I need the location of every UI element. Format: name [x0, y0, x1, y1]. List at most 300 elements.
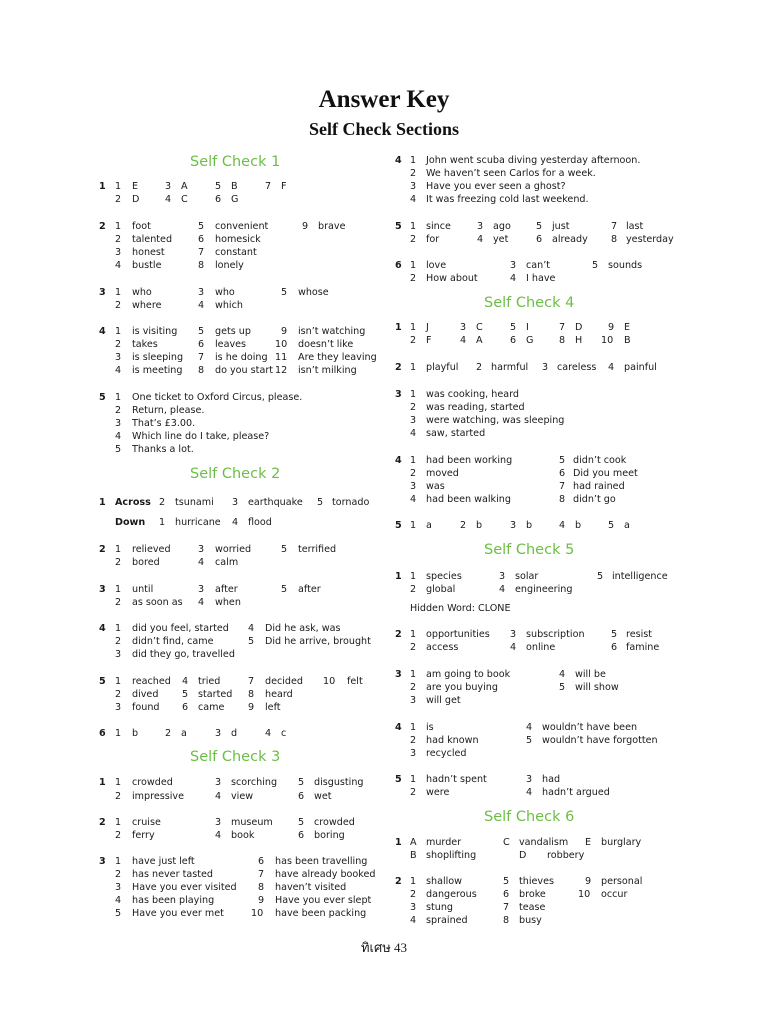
item-number: 6 [258, 856, 265, 867]
answer: heard [265, 689, 293, 700]
item-number: 4 [198, 597, 205, 608]
item-number: 8 [611, 234, 618, 245]
question-number: 3 [395, 669, 402, 680]
crossword-label: Across [115, 497, 151, 508]
item-number: 8 [503, 915, 510, 926]
answer: b [132, 728, 139, 739]
item-number: 1 [115, 181, 122, 192]
answer: isn’t watching [298, 326, 366, 337]
page-number: ทิเศษ 43 [360, 940, 408, 955]
item-number: 4 [410, 194, 417, 205]
answer: brave [318, 221, 346, 232]
item-number: 5 [559, 682, 566, 693]
item-number: 4 [115, 260, 122, 271]
item-number: 3 [215, 777, 222, 788]
answer: was [426, 481, 445, 492]
item-number: 3 [198, 544, 205, 555]
answer: F [426, 335, 432, 346]
item-number: 3 [115, 352, 122, 363]
answer: honest [132, 247, 165, 258]
answer: disgusting [314, 777, 364, 788]
item-number: 11 [275, 352, 288, 363]
answer: are you buying [426, 682, 498, 693]
question-number: 1 [99, 777, 106, 788]
item-number: 8 [248, 689, 255, 700]
answer: H [575, 335, 583, 346]
answer: burglary [601, 837, 642, 848]
item-number: 4 [510, 642, 517, 653]
answer: robbery [547, 850, 585, 861]
answer: One ticket to Oxford Circus, please. [132, 392, 303, 403]
answer: convenient [215, 221, 269, 232]
item-number: 5 [611, 629, 618, 640]
item-number: 7 [611, 221, 618, 232]
item-number: 1 [115, 392, 122, 403]
question-number: 1 [395, 322, 402, 333]
item-number: 3 [499, 571, 506, 582]
answer: when [215, 597, 241, 608]
item-number: 5 [198, 221, 205, 232]
item-number: 3 [115, 247, 122, 258]
item-number: 5 [281, 584, 288, 595]
item-number: 2 [410, 682, 417, 693]
item-number: 6 [510, 335, 517, 346]
answer: tease [519, 902, 546, 913]
item-number: 5 [198, 326, 205, 337]
item-number: 3 [510, 629, 517, 640]
question-number: 3 [99, 584, 106, 595]
item-number: 7 [258, 869, 265, 880]
question-number: 2 [395, 629, 402, 640]
item-number: 4 [182, 676, 189, 687]
answer: Have you ever seen a ghost? [426, 181, 566, 192]
item-number: 7 [198, 247, 205, 258]
answer: I have [526, 273, 556, 284]
item-number: 1 [115, 728, 122, 739]
item-number: 3 [510, 260, 517, 271]
answer: museum [231, 817, 273, 828]
answer: sprained [426, 915, 468, 926]
item-number: 4 [608, 362, 615, 373]
answer: moved [426, 468, 459, 479]
item-number: 5 [597, 571, 604, 582]
question-number: 5 [99, 392, 106, 403]
answer: as soon as [132, 597, 183, 608]
item-number: 1 [159, 517, 166, 528]
item-number: 6 [611, 642, 618, 653]
question-number: 2 [395, 362, 402, 373]
answer: doesn’t like [298, 339, 354, 350]
item-number: 10 [601, 335, 614, 346]
item-number: 1 [115, 584, 122, 595]
answer: vandalism [519, 837, 569, 848]
answer: careless [557, 362, 597, 373]
answer: found [132, 702, 160, 713]
answer: for [426, 234, 440, 245]
answer: online [526, 642, 556, 653]
item-number: 3 [410, 748, 417, 759]
answer: b [476, 520, 483, 531]
item-number: 3 [232, 497, 239, 508]
answer: wet [314, 791, 332, 802]
answer: is meeting [132, 365, 183, 376]
item-number: 3 [165, 181, 172, 192]
item-number: 5 [248, 636, 255, 647]
item-number: 8 [559, 335, 566, 346]
item-number: 3 [215, 817, 222, 828]
item-number: 5 [115, 444, 122, 455]
item-number: 4 [410, 915, 417, 926]
item-number: 1 [115, 856, 122, 867]
answer: solar [515, 571, 539, 582]
answer: calm [215, 557, 239, 568]
question-number: 4 [395, 722, 402, 733]
item-number: 4 [526, 787, 533, 798]
answer: were [426, 787, 450, 798]
item-number: 9 [281, 326, 288, 337]
question-number: 1 [395, 571, 402, 582]
item-number: 7 [503, 902, 510, 913]
answer: is sleeping [132, 352, 184, 363]
answer: relieved [132, 544, 171, 555]
item-number: 4 [165, 194, 172, 205]
item-number: 8 [198, 260, 205, 271]
item-number: 5 [559, 455, 566, 466]
answer: am going to book [426, 669, 511, 680]
answer: constant [215, 247, 257, 258]
answer: gets up [215, 326, 251, 337]
answer: terrified [298, 544, 337, 555]
answer: Have you ever visited [132, 882, 237, 893]
answer: E [624, 322, 631, 333]
answer: Have you ever met [132, 908, 224, 919]
item-number: 5 [281, 287, 288, 298]
item-number: 2 [410, 735, 417, 746]
answer: painful [624, 362, 657, 373]
item-number: 5 [510, 322, 517, 333]
answer: shallow [426, 876, 463, 887]
item-number: 1 [410, 629, 417, 640]
item-number: 2 [476, 362, 483, 373]
answer: homesick [215, 234, 261, 245]
answer: until [132, 584, 154, 595]
item-number: 2 [115, 869, 122, 880]
answer: leaves [215, 339, 247, 350]
item-number: 7 [265, 181, 272, 192]
answer: where [132, 300, 162, 311]
answer: saw, started [426, 428, 486, 439]
section-heading: Self Check 5 [484, 542, 575, 558]
item-number: 1 [410, 520, 417, 531]
answer: B [624, 335, 631, 346]
answer: Did you meet [573, 468, 638, 479]
answer: had rained [573, 481, 625, 492]
item-number: 3 [477, 221, 484, 232]
answer: yet [493, 234, 509, 245]
item-number: 2 [115, 597, 122, 608]
answer: is visiting [132, 326, 178, 337]
item-number: 4 [198, 300, 205, 311]
answer: subscription [526, 629, 585, 640]
item-number: 1 [115, 544, 122, 555]
answer: isn’t milking [298, 365, 357, 376]
answer: F [281, 181, 287, 192]
item-number: 1 [410, 774, 417, 785]
answer: J [426, 322, 429, 333]
answer: will show [575, 682, 619, 693]
item-number: 5 [281, 544, 288, 555]
answer: D [575, 322, 583, 333]
answer: tsunami [175, 497, 214, 508]
item-number: 5 [536, 221, 543, 232]
answer: flood [248, 517, 272, 528]
question-number: 4 [99, 623, 106, 634]
answer: already [552, 234, 588, 245]
item-number: 3 [542, 362, 549, 373]
answer: species [426, 571, 462, 582]
item-number: 4 [477, 234, 484, 245]
item-number: 3 [410, 415, 417, 426]
answer: boring [314, 830, 345, 841]
item-number: 4 [410, 494, 417, 505]
item-number: 4 [526, 722, 533, 733]
answer: since [426, 221, 451, 232]
item-letter: A [410, 837, 417, 848]
item-number: 3 [460, 322, 467, 333]
item-number: 3 [510, 520, 517, 531]
answer: b [526, 520, 533, 531]
item-number: 2 [115, 194, 122, 205]
item-number: 1 [115, 287, 122, 298]
item-number: 3 [115, 702, 122, 713]
answer: Which line do I take, please? [132, 431, 270, 442]
answer: talented [132, 234, 173, 245]
item-number: 8 [258, 882, 265, 893]
answer: reached [132, 676, 171, 687]
item-number: 2 [115, 689, 122, 700]
answer: have just left [132, 856, 195, 867]
question-number: 5 [395, 774, 402, 785]
answer: d [231, 728, 238, 739]
answer: who [132, 287, 152, 298]
item-number: 5 [182, 689, 189, 700]
item-number: 8 [559, 494, 566, 505]
item-number: 1 [410, 722, 417, 733]
item-letter: C [503, 837, 510, 848]
question-number: 6 [395, 260, 402, 271]
item-number: 7 [248, 676, 255, 687]
answer: Thanks a lot. [132, 444, 194, 455]
answer: earthquake [248, 497, 303, 508]
answer: who [215, 287, 235, 298]
item-letter: E [585, 837, 592, 848]
answer: G [231, 194, 239, 205]
answer: thieves [519, 876, 554, 887]
answer: C [181, 194, 188, 205]
item-number: 3 [198, 287, 205, 298]
question-number: 5 [99, 676, 106, 687]
answer: global [426, 584, 456, 595]
answer: harmful [491, 362, 529, 373]
section-heading: Self Check 6 [484, 809, 575, 825]
item-number: 8 [198, 365, 205, 376]
answer: ago [493, 221, 511, 232]
item-number: 4 [559, 669, 566, 680]
item-number: 3 [115, 649, 122, 660]
question-number: 2 [99, 544, 106, 555]
answer: were watching, was sleeping [426, 415, 565, 426]
answer: E [132, 181, 139, 192]
item-number: 9 [248, 702, 255, 713]
answer: started [198, 689, 233, 700]
answer: view [231, 791, 254, 802]
item-number: 4 [215, 791, 222, 802]
item-number: 10 [578, 889, 591, 900]
item-number: 5 [503, 876, 510, 887]
item-number: 4 [115, 365, 122, 376]
item-number: 3 [526, 774, 533, 785]
answer: foot [132, 221, 151, 232]
item-number: 4 [265, 728, 272, 739]
item-number: 2 [410, 335, 417, 346]
item-number: 5 [115, 908, 122, 919]
answer: crowded [132, 777, 173, 788]
answer: after [298, 584, 321, 595]
item-number: 9 [258, 895, 265, 906]
item-number: 4 [460, 335, 467, 346]
question-number: 1 [99, 181, 106, 192]
answer: hadn’t spent [426, 774, 487, 785]
answer: a [624, 520, 630, 531]
item-number: 1 [115, 676, 122, 687]
answer: is [426, 722, 434, 733]
item-number: 6 [215, 194, 222, 205]
item-number: 2 [115, 300, 122, 311]
answer: recycled [426, 748, 467, 759]
answer: did they go, travelled [132, 649, 235, 660]
question-number: 4 [395, 155, 402, 166]
answer: Did he ask, was [265, 623, 341, 634]
answer: yesterday [626, 234, 674, 245]
answer: access [426, 642, 459, 653]
answer: wouldn’t have been [542, 722, 638, 733]
question-number: 6 [99, 728, 106, 739]
item-number: 4 [232, 517, 239, 528]
answer: ferry [132, 830, 155, 841]
answer: opportunities [426, 629, 490, 640]
item-number: 12 [275, 365, 288, 376]
answer: had been walking [426, 494, 511, 505]
question-number: 2 [395, 876, 402, 887]
answer: will be [575, 669, 606, 680]
item-number: 3 [410, 181, 417, 192]
item-number: 4 [115, 431, 122, 442]
item-number: 2 [159, 497, 166, 508]
item-number: 2 [410, 273, 417, 284]
answer: will get [426, 695, 461, 706]
item-number: 1 [410, 455, 417, 466]
answer: a [181, 728, 187, 739]
item-number: 2 [410, 889, 417, 900]
answer: Are they leaving [298, 352, 377, 363]
item-number: 3 [115, 418, 122, 429]
item-number: 3 [410, 481, 417, 492]
item-number: 2 [115, 791, 122, 802]
answer: which [215, 300, 243, 311]
answer: D [132, 194, 140, 205]
page-subtitle: Self Check Sections [309, 119, 459, 139]
answer: John went scuba diving yesterday afternoon. [426, 155, 641, 166]
item-number: 6 [503, 889, 510, 900]
item-number: 6 [198, 234, 205, 245]
item-number: 5 [526, 735, 533, 746]
answer: hurricane [175, 517, 221, 528]
item-number: 2 [410, 468, 417, 479]
item-number: 6 [182, 702, 189, 713]
question-number: 4 [395, 455, 402, 466]
answer: after [215, 584, 238, 595]
item-number: 2 [115, 636, 122, 647]
answer: didn’t cook [573, 455, 627, 466]
answer: busy [519, 915, 542, 926]
item-number: 5 [592, 260, 599, 271]
section-heading: Self Check 1 [190, 154, 281, 170]
answer: G [526, 335, 534, 346]
answer: do you start [215, 365, 274, 376]
item-letter: B [410, 850, 417, 861]
item-number: 10 [251, 908, 264, 919]
question-number: 1 [395, 837, 402, 848]
answer: did you feel, started [132, 623, 229, 634]
answer: whose [298, 287, 329, 298]
answer: crowded [314, 817, 355, 828]
answer: felt [347, 676, 363, 687]
page-title: Answer Key [318, 86, 450, 113]
hidden-word: Hidden Word: CLONE [410, 603, 511, 614]
question-number: 1 [99, 497, 106, 508]
answer: wouldn’t have forgotten [542, 735, 658, 746]
item-number: 1 [410, 221, 417, 232]
answer: left [265, 702, 281, 713]
item-number: 10 [323, 676, 336, 687]
answer: shoplifting [426, 850, 477, 861]
answer: book [231, 830, 255, 841]
item-number: 6 [298, 830, 305, 841]
item-number: 9 [608, 322, 615, 333]
item-number: 3 [410, 695, 417, 706]
item-number: 6 [536, 234, 543, 245]
item-number: 2 [410, 234, 417, 245]
item-number: 1 [410, 362, 417, 373]
section-heading: Self Check 4 [484, 295, 575, 311]
item-number: 6 [559, 468, 566, 479]
answer: love [426, 260, 447, 271]
answer: broke [519, 889, 546, 900]
question-number: 2 [99, 817, 106, 828]
answer: had [542, 774, 561, 785]
item-number: 3 [410, 902, 417, 913]
question-number: 2 [99, 221, 106, 232]
answer: occur [601, 889, 628, 900]
item-number: 4 [198, 557, 205, 568]
item-number: 2 [410, 168, 417, 179]
answer: decided [265, 676, 304, 687]
item-number: 6 [198, 339, 205, 350]
item-number: 2 [115, 405, 122, 416]
answer: intelligence [612, 571, 668, 582]
answer: didn’t go [573, 494, 616, 505]
item-number: 10 [275, 339, 288, 350]
